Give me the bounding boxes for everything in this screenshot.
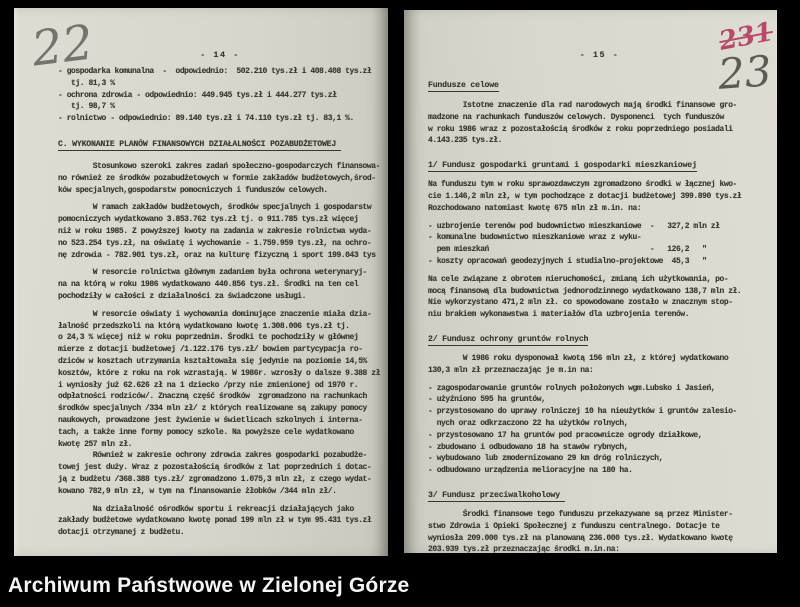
text-line: - zagospodarowanie gruntów rolnych położonych wgm.Lubsko i Jasień, — [428, 383, 716, 393]
handwritten-sheet-number-right: 23 — [715, 46, 773, 99]
fund-section-3 — [428, 484, 771, 568]
text-line: W ramach zakładów budżetowych, środków specjalnych i gospodarstw — [58, 203, 372, 213]
text-line: tj. 98,7 % — [58, 102, 115, 112]
text-line: i wyniosły już 62.626 zł na 1 dziecko /przy nie zmienionej od 1970 r. — [58, 380, 359, 390]
text-line: tach, a także inne formy pomocy szkole. Na powyższe cele wydatkowano — [58, 427, 354, 437]
text-line: W 1986 roku dysponował kwotą 156 mln zł, z której wydatkowano — [428, 353, 729, 363]
text-line: Nie wykorzystano 471,2 mln zł. co spowodowane zostało w znacznym stop- — [428, 298, 733, 308]
text-line: - przystosowano 17 ha gruntów pod pracownicze ogrody działkowe, — [428, 430, 703, 440]
text-line: 130,3 mln zł przeznaczając je m.in na: — [428, 365, 594, 375]
text-line: Stosunkowo szeroki zakres zadań społeczno-gospodarczych finansowa- — [58, 161, 380, 171]
text-line: - uzbrojenie terenów pod budownictwo mieszkaniowe - 327,2 mln zł — [428, 221, 720, 231]
text-line: - odbudowano urządzenia melioracyjne na 180 ha. — [428, 466, 633, 476]
text-line: - użyźniono 595 ha gruntów, — [428, 395, 546, 405]
fund-section-1 — [428, 154, 771, 321]
page-number-label-15: - 15 - — [579, 50, 620, 60]
text-line: Istotne znaczenie dla rad narodowych mają środki finansowe gro- — [428, 101, 737, 110]
document-page-left — [14, 8, 388, 556]
text-line: Również w zakresie ochrony zdrowia zakres gospodarki pozabudże- — [58, 451, 367, 461]
fund-section-3-title — [428, 484, 771, 502]
text-line: kwotę 257 mln zł. — [58, 439, 132, 449]
fund-section-1-title — [428, 154, 771, 172]
text-line: no 523.254 tys.zł, na oświatę i wychowanie - 1.759.959 tys.zł, na ochro- — [58, 238, 372, 248]
text-line: wyniosła 209.000 tys.zł na planowaną 236.000 tys.zł. Wydatkowano kwotę — [428, 533, 733, 543]
fund-section-1-body — [428, 179, 771, 321]
text-line: - koszty opracowań geodezyjnych i studialno-projektowe 45,3 " — [428, 256, 707, 266]
text-line: 203.939 tys.zł przeznaczając środki m.in.na: — [428, 545, 620, 555]
text-line: tj. 81,3 % — [58, 78, 115, 88]
text-line: mierze z dotacji budżetowej /1.122.176 tys.zł/ bowiem partycypacja ro- — [58, 345, 363, 355]
text-line: nę zdrowia - 782.901 tys.zł, oraz na kulturę fizyczną i sport 199.043 tys — [58, 250, 376, 260]
fund-section-2-title — [428, 328, 771, 346]
text-line: no również ze środków pozabudżetowych w formie zakładów budżetowych,środ- — [58, 173, 376, 183]
text-line: - komunalne budownictwo mieszkaniowe wraz z wyku- — [428, 233, 642, 243]
left-page-body — [58, 161, 382, 539]
archive-footer-bar — [0, 557, 800, 607]
text-line: - ochrona zdrowia - odpowiednio: 449.945 tys.zł i 444.277 tys.zł — [58, 90, 337, 100]
fundusze-celowe-heading-text: Fundusze celowe — [428, 81, 499, 90]
text-line: niu brakiem wykonawstwa i materiałów dla uzbrojenia terenów. — [428, 310, 690, 320]
text-line: Na cele związane z obrotem nieruchomości, zmianą ich użytkowania, po- — [428, 274, 729, 284]
text-line: W resorcie rolnictwa głównym zadaniem była ochrona weterynaryj- — [58, 268, 367, 278]
text-line: towej jest duży. Wraz z pozostałością środków z lat poprzednich i dotac- — [58, 463, 372, 473]
text-line: łalność przedszkoli na którą wydatkowano kwotę 1.308.006 tys.zł tj. — [58, 321, 350, 331]
text-line: - gospodarka komunalna - odpowiednio: 502.210 tys.zł i 408.408 tys.zł — [58, 67, 372, 76]
text-line: odpłatności rodziców/. Znaczną część środków zgromadzono na rachunkach — [58, 392, 367, 402]
text-line: 4.143.235 tys.zł. — [428, 136, 502, 146]
text-line: o 24,3 % więcej niż w roku poprzednim. Środki te pochodziły w głównej — [58, 333, 359, 343]
text-line: zakłady budżetowe wydatkowano kwotę ponad 199 mln zł w tym 95.431 tys.zł — [58, 516, 372, 526]
text-line: kowano 782,9 mln zł, w tym na finansowanie żłobków /344 mln zł/. — [58, 486, 337, 496]
text-line: dotacji otrzymanej z budżetu. — [58, 528, 185, 538]
text-line: dziców w kosztach utrzymania kształtowała się jedynie na poziomie 14,5% — [58, 356, 367, 366]
text-line: pem mieszkań - 126,2 " — [428, 245, 707, 255]
text-line: niż w roku 1985. Z powyższej kwoty na zadania w zakresie rolnictwa wyda- — [58, 226, 372, 236]
text-line: ków specjalnych,gospodarstw pomocniczych i funduszów celowych. — [58, 185, 328, 195]
text-line: W resorcie oświaty i wychowania dominujące znaczenie miała dzia- — [58, 309, 372, 319]
text-line: pomocniczych wydatkowano 3.853.762 tys.zł tj. o 911.785 tys.zł więcej — [58, 215, 359, 225]
text-line: pochodziły w całości z działalności za świadczone usługi. — [58, 291, 306, 301]
right-page-intro — [428, 100, 771, 147]
text-line: - zbudowano i odbudowano 18 ha stawów rybnych, — [428, 442, 629, 452]
fund-section-2 — [428, 328, 771, 477]
handwritten-sheet-number-left: 22 — [28, 14, 97, 78]
text-line: Środki finansowe tego funduszu przekazywane są przez Minister- — [428, 509, 733, 519]
text-line: na na którą w roku 1986 wydatkowano 440.856 tys.zł. Środki na ten cel — [58, 280, 359, 290]
crossed-out-sheet-number: 231 — [716, 17, 776, 57]
text-line: - rolnictwo - odpowiednio: 89.140 tys.zł i 74.110 tys.zł tj. 83,1 %. — [58, 114, 354, 124]
text-line: środków specjalnych /334 mln zł/ z których realizowane są zakupy pomocy — [58, 404, 367, 414]
text-line: madzone na rachunkach funduszów celowych. Dysponenci tych funduszów — [428, 112, 724, 122]
text-line: Na funduszu tym w roku sprawozdawczym zgromadzono środki w łącznej kwo- — [428, 180, 737, 190]
text-line: nych oraz odkrzaczono 22 ha użytków rolnych, — [428, 418, 629, 428]
summary-bullet-lines — [58, 66, 382, 125]
section-c-heading — [58, 133, 382, 151]
fund-section-2-body — [428, 353, 771, 477]
text-line: - przystosowano do uprawy rolniczej 10 ha nieużytków i gruntów zalesio- — [428, 407, 737, 417]
section-c-heading-text: C. WYKONANIE PLANÓW FINANSOWYCH DZIAŁALNOŚCI POZABUDŻETOWEJ — [58, 139, 341, 149]
fund-section-1-title-text: 1/ Fundusz gospodarki gruntami i gospodarki mieszkaniowej — [428, 161, 697, 171]
fundusze-celowe-heading — [428, 74, 771, 92]
text-line: naukowych, prowadzone jest żywienie w świetlicach szkolnych i interna- — [58, 415, 363, 425]
text-line: kosztów, które z roku na rok wzrastają. W 1986r. wzrosły o dalsze 9.388 zł — [58, 368, 380, 378]
archive-name-label: Archiwum Państwowe w Zielonej Górze — [8, 574, 410, 597]
text-line: mocą finansową dla budownictwa jednorodzinnego wydatkowano 138,7 mln zł. — [428, 286, 742, 296]
document-page-right — [404, 10, 777, 553]
text-line: - wybudowano lub zmodernizowano 29 km dróg rolniczych, — [428, 454, 663, 464]
fund-section-2-title-text: 2/ Fundusz ochrony gruntów rolnych — [428, 334, 589, 344]
text-line: cie 1.146,2 mln zł, w tym pochodzące z dotacji budżetowej 399.890 tys.zł — [428, 191, 742, 201]
fund-section-3-title-text: 3/ Fundusz przeciwalkoholowy — [428, 490, 565, 500]
text-line: Rozchodowano natomiast kwotę 675 mln zł m.in. na: — [428, 203, 642, 213]
text-line: w roku 1986 wraz z pozostałością środków z roku poprzedniego posiadali — [428, 124, 733, 134]
text-line: stwo Zdrowia i Opieki Społecznej z funduszu centralnego. Dotacje te — [428, 521, 720, 531]
page-number-label-14: - 14 - — [200, 50, 240, 60]
text-line: ją z budżetu /368.388 tys.zł/ zgromadzono 1.075,3 mln zł, z czego wydat- — [58, 474, 372, 484]
text-line: Na działalność ośrodków sportu i rekreacji działających jako — [58, 504, 354, 514]
